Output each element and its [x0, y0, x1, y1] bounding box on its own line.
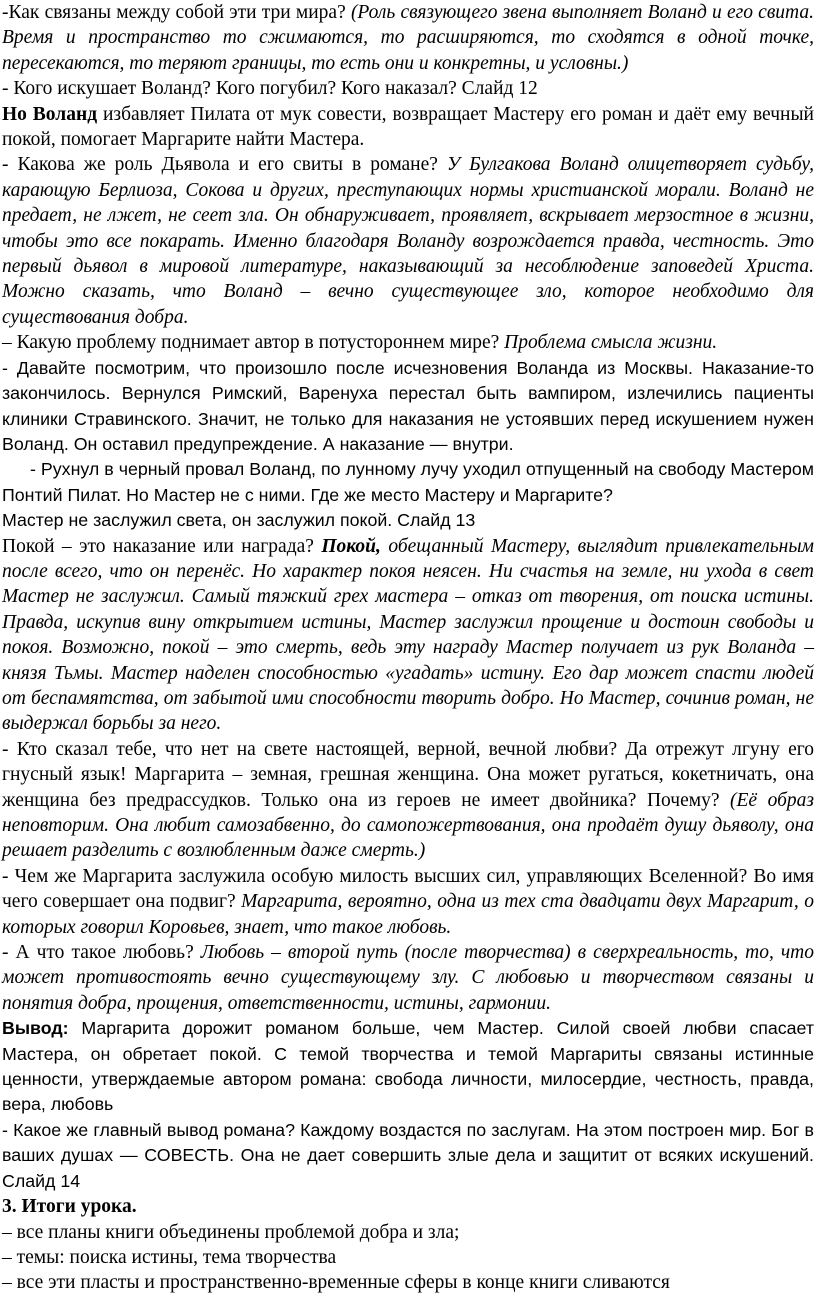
- question-text: – Какую проблему поднимает автор в потустороннем мире?: [2, 332, 505, 354]
- paragraph-problem: [2, 330, 814, 355]
- paragraph-tempts: - Кого искушает Воланд? Кого погубил? Кого наказал? Слайд 12: [2, 78, 538, 100]
- question-text: - А что такое любовь?: [2, 942, 201, 964]
- paragraph-peace-reward: [2, 534, 814, 737]
- answer-text: Проблема смысла жизни.: [504, 332, 718, 354]
- question-text: - Чем же Маргарита заслужила особую милость высших сил, управляющих Вселенной? Во имя чего совершает она подвиг?: [2, 865, 814, 913]
- paragraph-master-peace: Мастер не заслужил света, он заслужил покой. Слайд 13: [2, 510, 476, 531]
- paragraph-after-moscow: - Давайте посмотрим, что произошло после исчезновения Воланда из Москвы. Наказание-то закончилось. Вернулся Римский, Варенуха перестал быть вампиром, излечились пациенты клиники Стравинского. Значит, не только для наказания не устоявших перед искушением нужен Воланд. Он оставил предупреждение. А наказание — внутри.: [2, 357, 814, 454]
- list-item: – темы: поиска истины, тема творчества: [2, 1246, 337, 1268]
- answer-text: У Булгакова Воланд олицетворяет судьбу, карающую Берлиоза, Сокова и других, преступающих нормы христианской морали. Воланд не предает, не лжет, не сеет зла. Он обнаруживает, проявляет, вскрывает мерзостное в жизни, чтобы это все покарать. Именно благодаря Воланду возрождается правда, честность. Это первый дьявол в мировой литературе, наказывающий за несоблюдение заповедей Христа. Можно сказать, что Воланд – вечно существующее зло, которое необходимо для существования добра.: [2, 154, 814, 328]
- paragraph-devil-role: [2, 152, 814, 330]
- paragraph-three-worlds: [2, 0, 814, 76]
- body-text: избавляет Пилата от мук совести, возвращает Мастеру его роман и даёт ему вечный покой, помогает Маргарите найти Мастера.: [2, 103, 814, 151]
- answer-text: Маргарита, вероятно, одна из тех ста двадцати двух Маргарит, о которых говорил Коровьев, знает, что такое любовь.: [2, 891, 814, 938]
- question-text: - Какова же роль Дьявола и его свиты в романе?: [2, 154, 447, 176]
- section-heading-lesson-results: 3. Итоги урока.: [2, 1196, 137, 1218]
- list-item: – все планы книги объединены проблемой добра и зла;: [2, 1221, 460, 1243]
- paragraph-main-conclusion: - Какое же главный вывод романа? Каждому воздастся по заслугам. На этом построен мир. Бог в ваших душах — СОВЕСТЬ. Она не дает совершить злые дела и защитит от всяких искушений. Слайд 14: [2, 1119, 814, 1191]
- question-text: Покой – это наказание или награда?: [2, 535, 322, 557]
- paragraph-but-woland: [2, 102, 814, 153]
- paragraph-margarita: [2, 737, 814, 864]
- answer-text: обещанный Мастеру, выглядит привлекательным после всего, что он перенёс. Но характер покоя неясен. Ни счастья на земле, ни ухода в свет Мастер не заслужил. Самый тяжкий грех мастера – отказ от творения, от поиска истины. Правда, искупив вину открытием истины, Мастер заслужил прощение и достоин свободы и покоя. Возможно, покой – это смерть, ведь эту награду Мастер получает из рук Воланда – князя Тьмы. Мастер наделен способностью «угадать» истину. Его дар может спасти людей от беспамятства, от забытой ими способности творить добро. Но Мастер, сочинив роман, не выдержал борьбы за него.: [2, 535, 814, 735]
- question-text: - Кто сказал тебе, что нет на свете настоящей, верной, вечной любви? Да отрежут лгуну его гнусный язык! Маргарита – земная, грешная женщина. Она может ругаться, кокетничать, она женщина без предрассудков. Только она из героев не имеет двойника? Почему?: [2, 738, 814, 811]
- question-text: -Как связаны между собой эти три мира?: [2, 2, 351, 23]
- lead-bold: Вывод:: [2, 1018, 69, 1039]
- paragraph-love: [2, 940, 814, 1016]
- paragraph-mercy: [2, 864, 814, 940]
- answer-text: Любовь – второй путь (после творчества) в сверхреальность, то, что может противостоять вечно существующему злу. С любовью и творчеством связаны и понятия добра, прощения, ответственности, истины, гармонии.: [2, 942, 814, 1014]
- answer-text: (Роль связующего звена выполняет Воланд и его свита. Время и пространство то сжимаются, то расширяются, то сходятся в одной точке, пересекаются, то теряют границы, то есть они и конкретны, и условны.): [2, 2, 814, 74]
- body-text: Маргарита дорожит романом больше, чем Мастер. Силой своей любви спасает Мастера, он обретает покой. С темой творчества и темой Маргариты связаны истинные ценности, утверждаемые автором романа: свобода личности, милосердие, честность, правда, вера, любовь: [2, 1018, 814, 1115]
- paragraph-conclusion: [2, 1016, 814, 1118]
- lead-bold: Покой,: [321, 535, 381, 557]
- lead-bold: Но Воланд: [2, 103, 98, 125]
- answer-text: (Её образ неповторим. Она любит самозабвенно, до самопожертвования, она продаёт душу дьяволу, она решает разделить с возлюбленным даже смерть.): [2, 789, 815, 862]
- list-item: – все эти пласты и пространственно-временные сферы в конце книги сливаются: [2, 1272, 670, 1294]
- paragraph-black-abyss: - Рухнул в черный провал Воланд, по лунному лучу уходил отпущенный на свободу Мастером Понтий Пилат. Но Мастер не с ними. Где же место Мастеру и Маргарите?: [2, 459, 814, 505]
